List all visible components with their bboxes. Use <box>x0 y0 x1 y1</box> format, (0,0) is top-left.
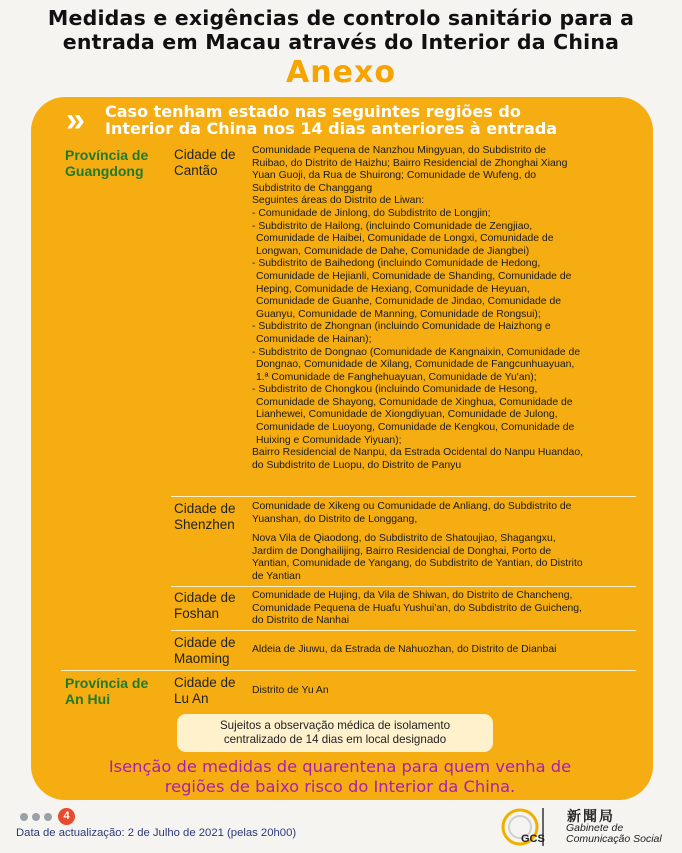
city-label: Cidade de <box>174 147 236 162</box>
area-line: Yantian, Comunidade de Yangang, do Subdistrito de Yantian, do Distrito <box>252 558 583 570</box>
divider <box>171 630 636 631</box>
area-line: - Subdistrito de Chongkou (incluindo Comunidade de Hesong, <box>252 384 538 396</box>
area-line: - Comunidade de Jinlong, do Subdistrito de Longjin; <box>252 207 491 219</box>
logo-chinese: 新聞局 <box>567 808 615 824</box>
exemption-note <box>40 757 640 797</box>
page-title <box>0 6 682 54</box>
logo-line-2: Comunicação Social <box>566 833 662 845</box>
double-chevron-right-icon: » <box>66 101 77 139</box>
regions-header-line-2: Interior da China nos 14 dias anteriores à entrada <box>105 119 558 138</box>
area-line: Seguintes áreas do Distrito de Liwan: <box>252 195 425 207</box>
divider <box>171 586 636 587</box>
area-line: Comunidade de Shayong, Comunidade de Xinghua, Comunidade de <box>256 396 573 408</box>
svg-text:GCS: GCS <box>521 833 545 845</box>
city-name: Shenzhen <box>174 517 235 532</box>
observation-line-2: centralizado de 14 dias em local designado <box>223 733 447 746</box>
areas-foshan <box>252 590 630 628</box>
province-label: Província de <box>65 147 149 163</box>
areas-luan <box>252 685 630 698</box>
areas-shenzhen-yantian <box>252 533 630 583</box>
city-name: Maoming <box>174 651 230 666</box>
title-line-2: entrada em Macau através do Interior da China <box>62 30 620 54</box>
city-luan <box>174 675 236 707</box>
areas-cantao <box>252 145 630 472</box>
area-line: de Yantian <box>252 570 301 582</box>
city-name: Foshan <box>174 606 220 621</box>
city-label: Cidade de <box>174 501 236 516</box>
area-line: Ruibao, do Distrito de Haizhu; Bairro Residencial de Zhonghai Xiang <box>252 157 568 169</box>
city-shenzhen <box>174 501 236 533</box>
area-line: Comunidade Pequena de Nanzhou Mingyuan, do Subdistrito de <box>252 145 547 156</box>
area-line: do Subdistrito de Luopu, do Distrito de Panyu <box>252 459 462 471</box>
area-line: Huixing e Comunidade Yiyuan); <box>256 434 402 446</box>
area-line: Comunidade de Xikeng ou Comunidade de Anliang, do Subdistrito de <box>252 501 572 512</box>
area-line: Subdistrito de Changgang <box>252 182 373 194</box>
area-line: Comunidade de Hainan); <box>256 333 372 345</box>
regions-header-line-1: Caso tenham estado nas seguintes regiões do <box>105 102 521 121</box>
area-line: Jardim de Donghailijing, Bairro Residencial de Donghai, Porto de <box>252 545 552 557</box>
title-line-1: Medidas e exigências de controlo sanitário para a <box>47 6 635 30</box>
area-line: Yuanshan, do Distrito de Longgang, <box>252 513 418 525</box>
area-line: Comunidade de Luoyong, Comunidade de Kengkou, Comunidade de <box>256 422 575 434</box>
area-line: - Subdistrito de Dongnao (Comunidade de Kangnaixin, Comunidade de <box>252 346 581 358</box>
city-label: Cidade de <box>174 675 236 690</box>
province-guangdong <box>65 147 148 179</box>
area-line: Aldeia de Jiuwu, da Estrada de Nahuozhan, do Distrito de Dianbai <box>252 644 557 655</box>
area-line: 1.ª Comunidade de Fanghehuayuan, Comunidade de Yu'an); <box>256 371 537 383</box>
area-line: - Subdistrito de Zhongnan (incluindo Comunidade de Haizhong e <box>252 321 551 333</box>
gcs-logo <box>498 806 678 848</box>
page-dot[interactable] <box>20 813 28 821</box>
area-line: Comunidade de Hejianli, Comunidade de Shanding, Comunidade de <box>256 270 572 282</box>
area-line: Comunidade de Hujing, da Vila de Shiwan, do Distrito de Chancheng, <box>252 590 573 601</box>
province-divider <box>61 670 636 671</box>
area-line: Comunidade Pequena de Huafu Yushui'an, do Subdistrito de Guicheng, <box>252 602 582 614</box>
update-date: Data de actualização: 2 de Julho de 2021 (pelas 20h00) <box>16 827 297 839</box>
province-name: Guangdong <box>65 163 144 179</box>
gcs-emblem-icon <box>498 806 562 848</box>
observation-line-1: Sujeitos a observação médica de isolamento <box>219 719 451 732</box>
area-line: - Subdistrito de Hailong, (incluindo Comunidade de Zengjiao, <box>252 220 533 232</box>
area-line: do Distrito de Nanhai <box>252 615 350 627</box>
area-line: Bairro Residencial de Nanpu, da Estrada Ocidental do Nanpu Huandao, <box>252 447 583 459</box>
areas-maoming <box>252 644 630 657</box>
area-line: Nova Vila de Qiaodong, do Subdistrito de Shatoujiao, Shagangxu, <box>252 533 556 544</box>
page-dot[interactable] <box>32 813 40 821</box>
observation-note <box>177 714 493 752</box>
logo-line-1: Gabinete de <box>566 822 624 834</box>
city-label: Cidade de <box>174 635 236 650</box>
city-foshan <box>174 590 236 622</box>
annex-heading: Anexo <box>286 55 396 90</box>
area-line: Yuan Guoji, da Rua de Shuirong; Comunidade de Wufeng, do <box>252 170 537 182</box>
area-line: Longwan, Comunidade de Dahe, Comunidade de Jiangbei) <box>256 245 530 257</box>
area-line: Heping, Comunidade de Hexiang, Comunidade de Heyuan, <box>256 283 530 295</box>
regions-header <box>105 103 645 137</box>
exemption-line-1: Isenção de medidas de quarentena para quem venha de <box>108 757 572 776</box>
city-name: Cantão <box>174 163 218 178</box>
province-label: Província de <box>65 675 149 691</box>
area-line: Dongnao, Comunidade de Xilang, Comunidade de Fangcunhuayuan, <box>256 359 575 371</box>
province-anhui <box>65 675 148 707</box>
city-maoming <box>174 635 236 667</box>
area-line: Guanyu, Comunidade de Manning, Comunidade de Rongsui); <box>256 308 541 320</box>
province-name: An Hui <box>65 691 111 707</box>
divider <box>171 496 636 497</box>
area-line: Distrito de Yu An <box>252 685 329 696</box>
city-label: Cidade de <box>174 590 236 605</box>
areas-shenzhen-longgang <box>252 501 630 526</box>
city-cantao <box>174 147 236 179</box>
page-dot[interactable] <box>44 813 52 821</box>
area-line: - Subdistrito de Baihedong (incluindo Comunidade de Hedong, <box>252 258 541 270</box>
exemption-line-2: regiões de baixo risco do Interior da China. <box>164 777 516 796</box>
current-page-badge[interactable]: 4 <box>58 808 75 825</box>
area-line: Comunidade de Guanhe, Comunidade de Jindao, Comunidade de <box>256 296 562 308</box>
area-line: Lianhewei, Comunidade de Xiongdiyuan, Comunidade de Julong, <box>256 409 558 421</box>
area-line: Comunidade de Haibei, Comunidade de Longxi, Comunidade de <box>256 233 554 245</box>
city-name: Lu An <box>174 691 209 706</box>
